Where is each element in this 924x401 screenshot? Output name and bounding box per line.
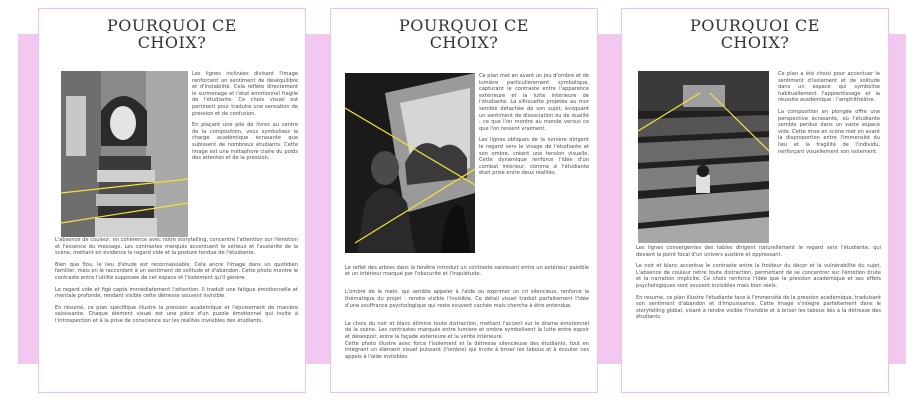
title-line-2: CHOIX? [720, 33, 790, 52]
body-paragraph: En résumé, ce plan illustre l'étudiante face à l'immensité de la pression académique, traduisant son sentiment d'abandon et d'impuissance. Cette image s'intègre parfaitement dans le storytelling global, visant à rendre visible l'invisible et à briser les tabous liés à la détresse des étudiants. [636, 294, 881, 321]
amphitheater-photo [638, 71, 769, 243]
photo-illustration [345, 73, 475, 253]
body-text [636, 245, 881, 321]
photo-illustration [638, 71, 769, 243]
body-paragraph: Les lignes convergentes des tables dirigent naturellement le regard vers l'étudiante, qui devient le point focal d'un univers austère et oppressant. [636, 245, 881, 258]
side-text [192, 71, 298, 162]
side-paragraph: Ce plan a été choisi pour accentuer le sentiment d'isolement et de solitude dans un espace qui symbolise habituellement l'apprentissage et la réussite académique : l'amphithéâtre. [778, 71, 880, 104]
title-line-2: CHOIX? [429, 33, 499, 52]
body-paragraph: L'absence de couleur, en cohérence avec notre storytelling, concentre l'attention sur l'émotion et l'essence du message. Les contrastes marqués accentuent le sérieux et l'austérité de la scène, mettant en évidence le regard vide et la posture tendue de l'étudiante. [55, 237, 298, 257]
side-paragraph: Les lignes inclinées divisant l'image renforcent un sentiment de déséquilibre et d'instabilité. Cela reflète directement le surmenage et l'état émotionnel fragile de l'étudiante. Ce choix visuel est pertinent pour traduire une sensation de pression et de confusion. [192, 71, 298, 117]
title-line-1: POURQUOI CE [107, 16, 237, 35]
body-text [345, 258, 589, 367]
side-paragraph: Les lignes obliques de la lumière dirigent le regard vers le visage de l'étudiante et son ombre, créant une tension visuelle. Cette dynamique renforce l'idée d'un combat intérieur, comme si l'étudiante était prise entre deux réalités. [479, 137, 589, 177]
side-text [479, 73, 589, 177]
body-paragraph: Bien que flou, le lieu d'étude est reconnaissable. Cela ancre l'image dans un quotidien familier, mais en le raccordant à un sentiment de solitude et d'abandon. Cette photo montre le contraste entre l'utilité supposée de cet espace et l'isolement qu'il génère. [55, 261, 298, 281]
body-text [55, 237, 298, 325]
photo-illustration [61, 71, 188, 237]
title-line-2: CHOIX? [137, 33, 207, 52]
shadow-silhouette-photo [345, 73, 475, 253]
side-text [778, 71, 880, 155]
body-paragraph: Le regard vide et figé capte immédiatement l'attention. Il traduit une fatigue émotionnelle et mentale profonde, rendant visible cette détresse souvent invisible. [55, 286, 298, 300]
side-paragraph: La composition en plongée offre une perspective écrasante, où l'étudiante semble perdue dans un vaste espace vide. Cette mise en scène met en avant la disproportion entre l'immensité du lieu et la fragilité de l'individu, renforçant visuellement son isolement. [778, 108, 880, 155]
side-paragraph: Ce plan met en avant un jeu d'ombre et de lumière particulièrement symbolique, capturant le contraste entre l'apparence extérieure et la lutte intérieure de l'étudiante. La silhouette projetée au mur semble détachée de son sujet, évoquant un sentiment de dissociation ou de dualité : ce que l'on montre au monde versus ce que l'on ressent vraiment. [479, 73, 589, 132]
card-title [331, 17, 597, 51]
body-paragraph: En résumé, ce plan spécifique illustre la pression académique et l'épuisement de manière saisissante. Chaque élément visuel est une pièce d'un puzzle émotionnel qui invite à l'introspection et à la prise de conscience sur les réalités invisibles des étudiants. [55, 304, 298, 324]
slide-card-2 [330, 8, 598, 393]
body-paragraph: Le noir et blanc accentue le contraste entre la froideur du décor et la vulnérabilité du sujet. L'absence de couleur retire toute distraction, permettant de se concentrer sur l'émotion brute et la narration implicite. Ce choix renforce l'idée que la pression académique et ses effets psychologiques sont souvent invisibles mais bien réels. [636, 263, 881, 289]
card-title [39, 17, 305, 51]
body-paragraph: Le choix du noir et blanc élimine toute distraction, mettant l'accent sur le drame émotionnel de la scène. Les contrastes marqués entre lumière et ombre symbolisent la lutte entre espoir et désespoir, entre la façade extérieure et la vérité intérieure. Cette photo illustre avec force l'isolement et la détresse silencieuse des étudiants, tout en intégrant un élément visuel puissant (l'ombre) qui invite à briser les tabous et à écouter ces appels à l'aide invisibles. [345, 320, 589, 360]
side-paragraph: En plaçant une pile de livres au centre de la composition, vous symbolisez la charge académique écrasante que subissent de nombreux étudiants. Cette image est une métaphore claire du poids des attentes et de la pression. [192, 122, 298, 162]
body-paragraph: Le reflet des arbres dans la fenêtre introduit un contraste saisissant entre un extérieur paisible et un intérieur marqué par l'obscurité et l'inquiétude. [345, 264, 589, 278]
slide-card-1 [38, 8, 306, 393]
title-line-1: POURQUOI CE [690, 16, 820, 35]
body-paragraph: L'ombre de la main, qui semble appeler à l'aide ou exprimer un cri silencieux, renforce la thématique du projet : rendre visible l'invisible. Ce détail visuel traduit parfaitement l'idée d'une souffrance psychologique qui reste souvent cachée mais cherche à être entendue. [345, 289, 589, 309]
slide-card-3 [621, 8, 889, 393]
student-with-books-photo [61, 71, 188, 237]
title-line-1: POURQUOI CE [399, 16, 529, 35]
card-title [622, 17, 888, 51]
